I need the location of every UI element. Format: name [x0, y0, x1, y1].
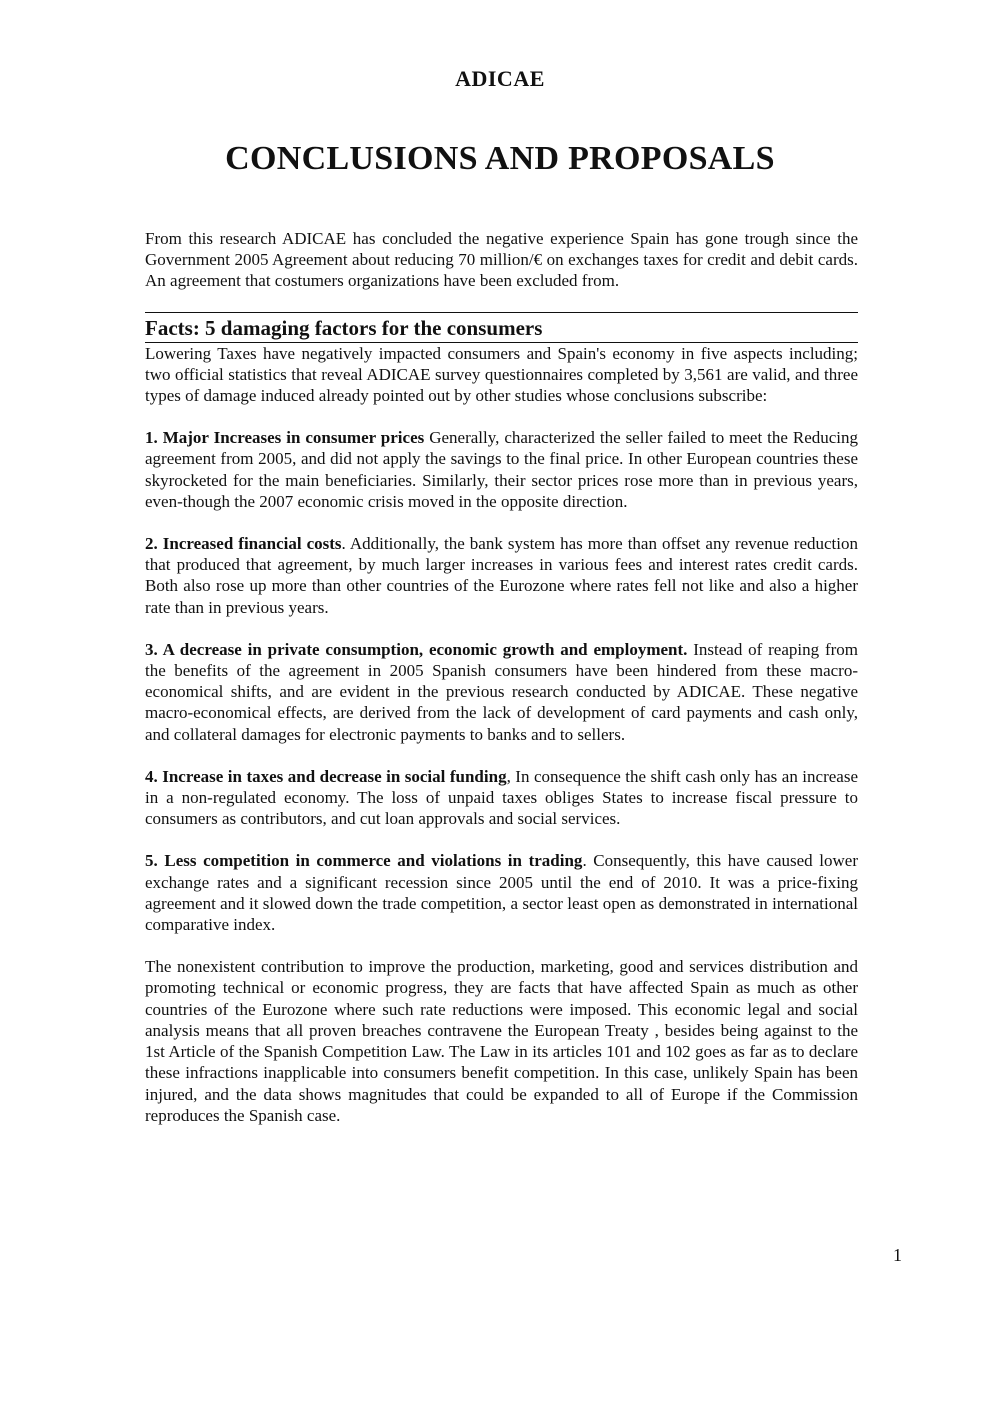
factor-paragraph: [145, 533, 858, 618]
factor-paragraph: [145, 766, 858, 830]
factor-lead: 3. A decrease in private consumption, economic growth and employment.: [145, 639, 688, 659]
closing-paragraph: The nonexistent contribution to improve the production, marketing, good and services distribution and promoting technical or economic progress, they are facts that have affected Spain as much as other countries of the Eurozone where such rate reductions were imposed. This economic legal and social analysis means that all proven breaches contravene the European Treaty , besides being against to the 1st Article of the Spanish Competition Law. The Law in its articles 101 and 102 goes as far as to declare these infractions inapplicable into consumers benefit competition. In this case, unlikely Spain has been injured, and the data shows magnitudes that could be expanded to all of Europe if the Commission reproduces the Spanish case.: [145, 957, 858, 1125]
intro-paragraph: From this research ADICAE has concluded the negative experience Spain has gone trough since the Government 2005 Agreement about reducing 70 million/€ on exchanges taxes for credit and debit cards. An agreement that costumers organizations have been excluded from.: [145, 229, 858, 291]
factor-paragraph: [145, 850, 858, 935]
section-summary: Lowering Taxes have negatively impacted consumers and Spain's economy in five aspects including; two official statistics that reveal ADICAE survey questionnaires completed by 3,561 are valid, and three types of damage induced already pointed out by other studies whose conclusions subscribe:: [145, 343, 858, 406]
section-heading: Facts: 5 damaging factors for the consumers: [145, 315, 543, 340]
page-number: 1: [893, 1245, 902, 1265]
factor-paragraph: [145, 427, 858, 512]
section-heading-box: [145, 312, 858, 343]
document-body: [145, 228, 858, 1126]
factor-lead: 4. Increase in taxes and decrease in social funding: [145, 766, 507, 786]
organization-name: ADICAE: [455, 66, 545, 91]
factor-text: , In consequence the shift cash only has an increase in a non-regulated economy. The loss of unpaid taxes obliges States to increase fiscal pressure to consumers as contributors, and cut loan approvals and social services.: [145, 766, 858, 829]
factor-text: . Additionally, the bank system has more than offset any revenue reduction that produced that agreement, by much larger increases in various fees and interest rates credit cards. Both also rose up more than other countries of the Eurozone where rates fell not like and also a higher rate than in previous years.: [145, 534, 858, 617]
factor-lead: 2. Increased financial costs: [145, 534, 342, 554]
factor-text: Generally, characterized the seller failed to meet the Reducing agreement from 2005, and did not apply the savings to the final price. In other European countries these skyrocketed for the main beneficiaries. Similarly, their sector prices rose more than in previous years, even-though the 2007 economic crisis moved in the opposite direction.: [145, 428, 859, 511]
factor-paragraph: [145, 639, 858, 745]
factor-text: Instead of reaping from the benefits of the agreement in 2005 Spanish consumers have been hindered from these macro-economical shifts, and are evident in the previous research conducted by ADICAE. These negative macro-economical effects, are derived from the lack of development of card payments and cash only, and collateral damages for electronic payments to banks and to sellers.: [145, 639, 858, 744]
factor-lead: 1. Major Increases in consumer prices: [145, 428, 425, 448]
factor-lead: 5. Less competition in commerce and violations in trading: [145, 851, 583, 871]
factor-text: . Consequently, this have caused lower exchange rates and a significant recession since 2005 until the end of 2010. It was a price-fixing agreement and it slowed down the trade competition, a sector least open as demonstrated in international comparative index.: [145, 851, 858, 935]
page-title: CONCLUSIONS AND PROPOSALS: [225, 140, 775, 177]
